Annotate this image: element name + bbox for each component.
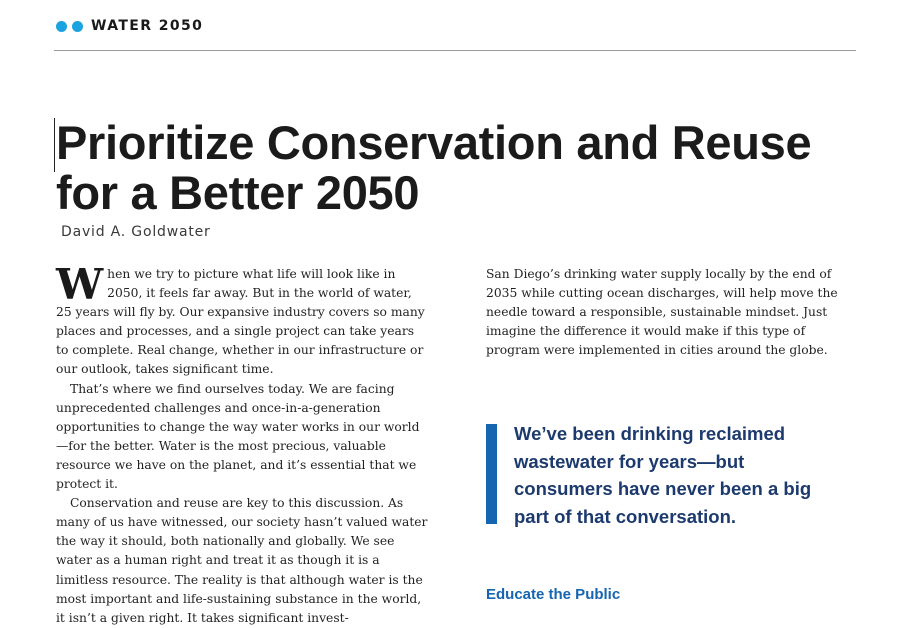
drop-cap: W bbox=[56, 260, 104, 309]
body-paragraph: Conservation and reuse are key to this discussion. As many of us have witnessed, our society hasn’t valued water the way it should, both nationally and globally. We see water as a human right and treat it as though it is a limitless resource. The reality is that although water is the most important and life-sustaining substance in the world, it isn’t a given right. It takes significant invest- bbox=[56, 496, 428, 625]
bullet-dot-icon bbox=[56, 21, 67, 32]
body-paragraph: That’s where we find ourselves today. We are facing unprecedented challenges and once-in-a-generation opportunities to change the way water works in our world—for the better. Water is the most precious, valuable resource we have on the planet, and it’s essential that we protect it. bbox=[56, 381, 420, 492]
right-column bbox=[486, 265, 842, 360]
pull-quote-bar bbox=[486, 424, 497, 524]
body-paragraph: San Diego’s drinking water supply locally by the end of 2035 while cutting ocean discharges, will help move the needle toward a responsible, sustainable mindset. Just imagine the difference it would make if this type of program were implemented in cities around the globe. bbox=[486, 267, 838, 358]
paragraph-text: hen we try to picture what life will look like in 2050, it feels far away. But in the world of water, 25 years will fly by. Our expansive industry covers so many places and processes, and a single project can take years to complete. Real change, whether in our infrastructure or our outlook, takes significant time. bbox=[56, 267, 425, 377]
section-subhead: Educate the Public bbox=[486, 586, 621, 603]
article-title: Prioritize Conservation and Reuse for a Better 2050 bbox=[56, 116, 812, 219]
body-paragraph bbox=[56, 260, 428, 380]
pull-quote: We’ve been drinking reclaimed wastewater for years—but consumers have never been a big part of that conversation. bbox=[514, 423, 812, 527]
bullet-dot-icon bbox=[72, 21, 83, 32]
left-column bbox=[56, 260, 428, 628]
section-label: WATER 2050 bbox=[91, 18, 204, 34]
article-author: David A. Goldwater bbox=[61, 224, 211, 240]
section-header bbox=[54, 16, 856, 51]
text-cursor bbox=[54, 118, 55, 172]
